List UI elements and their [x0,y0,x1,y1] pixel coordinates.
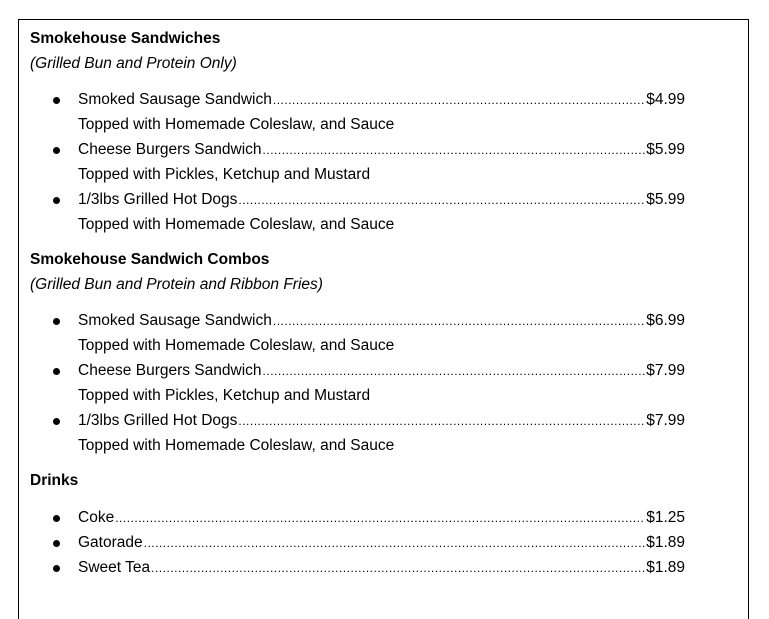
item-name: Coke [78,509,115,526]
item-name: Smoked Sausage Sandwich [78,91,272,108]
item-name: Smoked Sausage Sandwich [78,312,272,329]
bullet-icon [53,515,60,522]
bullet-icon [53,418,60,425]
bullet-icon [53,147,60,154]
item-price: $7.99 [646,362,685,379]
item-price: $7.99 [646,412,685,429]
item-description: Topped with Pickles, Ketchup and Mustard [78,387,371,404]
section-title-combos: Smokehouse Sandwich Combos [30,251,270,268]
item-name: 1/3lbs Grilled Hot Dogs [78,191,238,208]
dot-leader [238,411,645,431]
menu-item [52,190,687,210]
item-description: Topped with Homemade Coleslaw, and Sauce [78,437,395,454]
dot-leader [263,140,646,160]
menu-item [52,411,687,431]
item-description: Topped with Homemade Coleslaw, and Sauce [78,337,395,354]
menu-item [52,558,687,578]
menu-item [52,533,687,553]
item-description: Topped with Homemade Coleslaw, and Sauce [78,216,395,233]
dot-leader [238,190,645,210]
dot-leader [151,558,645,578]
item-price: $1.89 [646,559,685,576]
dot-leader [263,361,646,381]
section-title-drinks: Drinks [30,472,79,489]
dot-leader [273,90,645,110]
bullet-icon [53,97,60,104]
item-name: Sweet Tea [78,559,151,576]
menu-item [52,311,687,331]
menu-item [52,90,687,110]
bullet-icon [53,540,60,547]
dot-leader [115,508,645,528]
bullet-icon [53,368,60,375]
item-price: $1.89 [646,534,685,551]
item-name: Cheese Burgers Sandwich [78,141,262,158]
menu-item [52,140,687,160]
dot-leader [144,533,646,553]
item-name: Cheese Burgers Sandwich [78,362,262,379]
item-price: $5.99 [646,191,685,208]
section-subtitle-combos: (Grilled Bun and Protein and Ribbon Fries) [30,276,323,293]
bullet-icon [53,318,60,325]
item-price: $4.99 [646,91,685,108]
item-price: $5.99 [646,141,685,158]
section-subtitle-sandwiches: (Grilled Bun and Protein Only) [30,55,237,72]
item-description: Topped with Homemade Coleslaw, and Sauce [78,116,395,133]
bullet-icon [53,197,60,204]
item-description: Topped with Pickles, Ketchup and Mustard [78,166,371,183]
bullet-icon [53,565,60,572]
dot-leader [273,311,645,331]
menu-item [52,508,687,528]
item-price: $1.25 [646,509,685,526]
item-name: Gatorade [78,534,143,551]
item-price: $6.99 [646,312,685,329]
item-name: 1/3lbs Grilled Hot Dogs [78,412,238,429]
menu-item [52,361,687,381]
section-title-sandwiches: Smokehouse Sandwiches [30,30,221,47]
